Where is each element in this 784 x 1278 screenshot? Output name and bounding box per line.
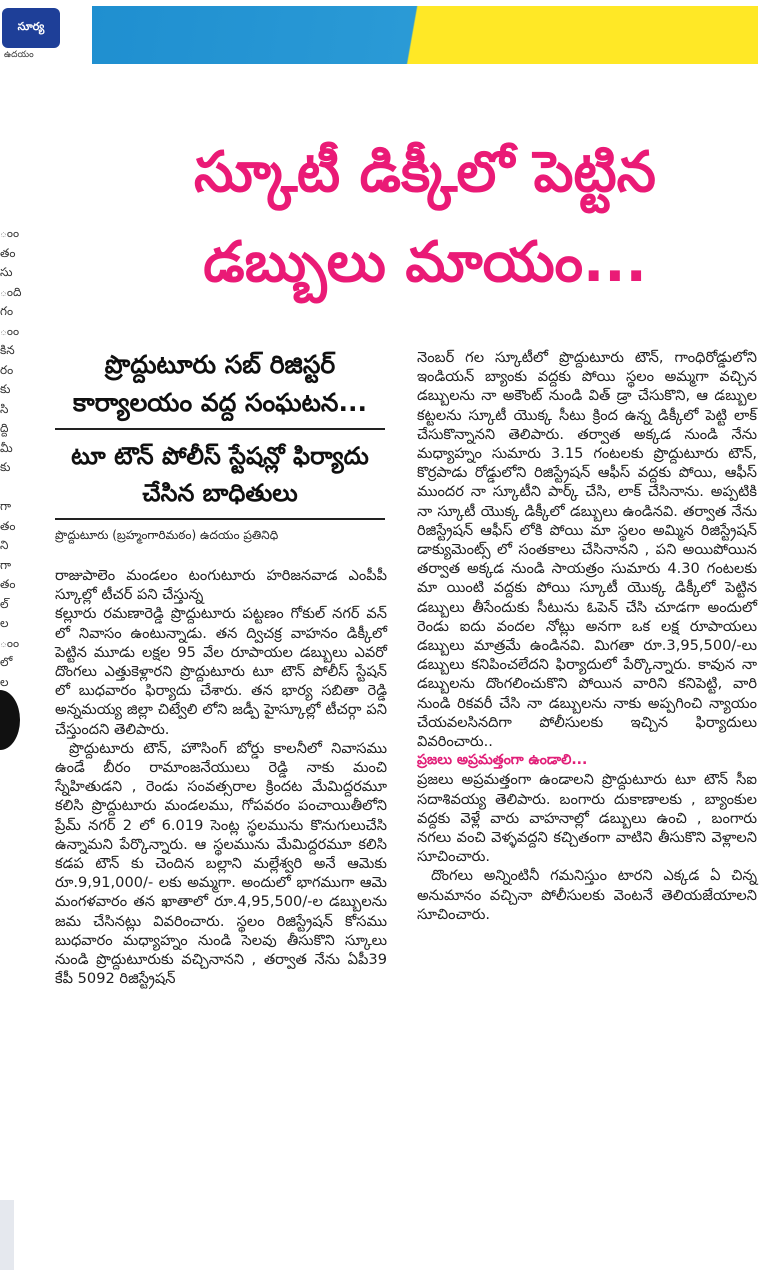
decorative-block: [0, 1200, 14, 1270]
side-line: ంం: [0, 635, 20, 650]
paragraph: దొంగలు అన్నింటినీ గమనిస్తుం టారని ఎక్కడ ఏ చిన్న అనుమానం వచ్చినా పోలీసులకు వెంటనే తెలియజేయాలని సూచించారు.: [417, 867, 757, 923]
crosshead: ప్రజలు అప్రమత్తంగా ఉండాలి...: [417, 752, 588, 769]
side-line: ంది: [0, 284, 22, 299]
logo-subtitle: ఉదయం: [4, 50, 34, 60]
paragraph: ప్రొద్దుటూరు టౌన్, హౌసింగ్ బోర్డు కాలనీలో నివాసము ఉండే బీరం రామాంజనేయులు రెడ్డి నాకు మంచి స్నేహితుడని , రెండు సంవత్సరాల క్రిందట మేమిద్దరమూ కలిసి ప్రొద్దుటూరు మండలము, గోపవరం పంచాయితీలోని ప్రేమ్ నగర్ 2 లో 6.019 సెంట్ల స్థలమును కొనుగులుచేసి ఉన్నామని పేర్కొన్నారు. ఆ స్థలమును మేమిద్దరమూ కలిసి కడప టౌన్ కు చెందిన బల్లాని మల్లేశ్వరి అనే ఆమెకు రూ.9,91,000/- లకు అమ్మగా. అందులో భాగముగా ఆమె మంగళవారం తన ఖాతాలో రూ.4,95,500/-ల డబ్బులను జమ చేసినట్లు వివరించారు. స్థలం రిజిస్ట్రేషన్ కోసము బుధవారం మధ్యాహ్నం నుండి సెలవు తీసుకొని స్కూలు నుండి ప్రొద్దుటూరుకు వచ్చినానని , తర్వాత నేను ఏపీ39 కేపీ 5092 రిజిస్ట్రేషన్: [55, 739, 387, 988]
side-line: సు: [0, 265, 13, 279]
side-line: మీ: [0, 440, 13, 455]
side-line: గా: [0, 557, 12, 572]
side-line: కిన: [0, 343, 15, 357]
side-line: తం: [0, 245, 16, 260]
side-line: ంం: [0, 226, 20, 240]
paragraph: నెంబర్ గల స్కూటీలో ప్రొద్దుటూరు టౌన్, గాంధిరోడ్డులోని ఇండియన్ బ్యాంకు వద్దకు పోయి స్థలం అమ్మగా వచ్చిన డబ్బులను నా అకౌంట్ నుండి విత్ డ్రా చేసుకొని, ఆ డబ్బుల కట్టలను స్కూటీ యొక్క సీటు క్రింద ఉన్న డిక్కీలో పెట్టి లాక్ చేసుకొన్నానని తెలిపారు. తర్వాత అక్కడ నుండి నేను మధ్యాహ్నం సుమారు 3.15 గంటలకు ప్రొద్దుటూరు టౌన్, కొర్రపాడు రోడ్డులోని రిజిస్ట్రేషన్ ఆఫీస్ వద్దకు పోయి, ఆఫీస్ ముందర నా స్కూటీని పార్క్ చేసి, లాక్ చేసినాను. అప్పటికి నా స్కూటీ యొక్క డిక్కీలో డబ్బులు ఉండినవి. తర్వాత నేను రిజిస్ట్రేషన్ ఆఫీస్ లోకి పోయి మా స్థలం అమ్మిన రిజిస్ట్రేషన్ డాక్యుమెంట్స్ లో సంతకాలు చేసినానని , పని అయిపోయిన తర్వాత అక్కడ నుండి సాయత్రం సుమారు 4.30 గంటలకు మా యింటి వద్దకు పోయి స్కూటీ యొక్క డిక్కీలో పెట్టిన డబ్బులు తీసేందుకు సీటును ఓపెన్ చేసి చూడగా అందులో రెండు ఐదు వందల నోట్లు అనగా ఒక లక్ష రూపాయలు డబ్బులు మాత్రమే ఉండినవి. మిగతా రూ.3,95,500/-లు డబ్బులు కనిపించలేదని ఫిర్యాదులో పేర్కొన్నారు. కావున నా డబ్బులను దొంగలించుకొని పోయిన వారిని కనిపెట్టి, వారి నుండి రికవరీ చేసి నా డబ్బులను నాకు అప్పగించి న్యాయం చేయవలసినదిగా పోలీసులకు ఇచ్చిన ఫిర్యాదులు వివరించారు..: [417, 349, 757, 751]
byline: ప్రొద్దుటూరు (బ్రహ్మంగారిమఠం) ఉదయం ప్రతినిధి: [55, 528, 279, 542]
side-line: కు: [0, 460, 11, 474]
paragraph: కల్లూరు రమణారెడ్డి ప్రొద్దుటూరు పట్టణం గోకుల్ నగర్ వన్ లో నివాసం ఉంటున్నాడు. తన ద్విచక్ర వాహనం డిక్కీలో పెట్టిన మూడు లక్షల 95 వేల రూపాయల డబ్బులు ఎవరో దొంగలు ఎత్తుకెళ్లారని ప్రొద్దుటూరు టూ టౌన్ పోలీస్ స్టేషన్ లో బుధవారం ఫిర్యాదు చేశారు. తన భార్య సబితా రెడ్డి అన్నమయ్య జిల్లా చిట్వేలి లోని జడ్పీ హైస్కూల్లో టీచర్గా పని చేస్తుందని తెలిపారు.: [55, 605, 387, 738]
adjacent-article-fragment: [0, 224, 24, 712]
side-line: ల: [0, 616, 9, 630]
headline: [100, 128, 750, 308]
side-line: తం: [0, 577, 16, 591]
paragraph: ప్రజలు అప్రమత్తంగా ఉండాలని ప్రొద్దుటూరు టూ టౌన్ సీఐ సదాశివయ్య తెలిపారు. బంగారు దుకాణాలకు , బ్యాంకుల వద్దకు వెళ్లే వారు వాహనాల్లో డబ్బులు ఉంచి , బంగారు నగలు వంచి వెళ్ళవద్దని కచ్చితంగా వాటిని తీసుకొని వెళ్లాలని సూచించారు.: [417, 771, 757, 866]
subheading-box: [55, 346, 385, 545]
masthead-band: [92, 6, 758, 64]
side-line: ని: [0, 538, 9, 552]
divider: [55, 518, 385, 520]
side-line: ల్: [0, 596, 9, 611]
paragraph: రాజుపాలెం మండలం టంగుటూరు హరిజనవాడ ఎంపీపీ స్కూల్లో టీచర్ పని చేస్తున్న: [55, 567, 387, 604]
subheading-2: టూ టౌన్ పోలీస్ స్టేషన్లో ఫిర్యాదు చేసిన బాధితులు: [71, 442, 369, 507]
subheading-1: ప్రొద్దుటూరు సబ్ రిజిస్టర్ కార్యాలయం వద్ద సంఘటన...: [73, 350, 367, 417]
side-line: గా: [0, 499, 12, 513]
article-column-2: [417, 348, 757, 924]
side-line: ద్ది: [0, 421, 9, 435]
headline-line-1: స్కూటీ డిక్కీలో పెట్టిన: [194, 140, 656, 205]
side-line: కు: [0, 382, 11, 396]
side-line: ల: [0, 674, 9, 689]
headline-line-2: డబ్బులు మాయం...: [203, 230, 647, 295]
side-line: [0, 478, 24, 498]
article-column-1: [55, 566, 387, 988]
side-line: తం: [0, 518, 16, 533]
side-line: సి: [0, 401, 9, 416]
masthead: [0, 0, 784, 70]
newspaper-logo: సూర్య: [2, 8, 60, 48]
side-line: గం: [0, 304, 14, 318]
side-line: ంం: [0, 323, 20, 338]
divider: [55, 428, 385, 430]
side-line: లో: [0, 655, 13, 669]
side-line: రం: [0, 362, 14, 377]
